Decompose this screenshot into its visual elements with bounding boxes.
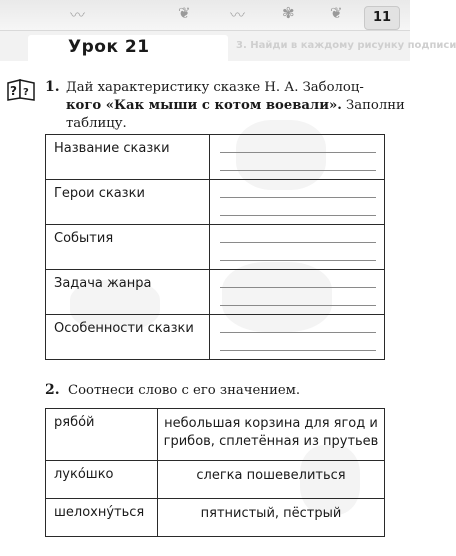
svg-text:?: ? (10, 84, 17, 98)
table-row (46, 270, 385, 315)
meaning-cell: небольшая корзина для ягод и грибов, сплетённая из прутьев (158, 409, 385, 461)
meaning-cell: пятнистый, пёстрый (158, 499, 385, 537)
answer-cell[interactable] (210, 225, 385, 270)
table-row (46, 135, 385, 180)
table-row (46, 409, 385, 461)
story-characteristics-table (45, 134, 385, 360)
page-number: 11 (364, 6, 400, 30)
row-label: Герои сказки (46, 180, 210, 225)
row-label: Особенности сказки (46, 315, 210, 360)
answer-cell[interactable] (210, 315, 385, 360)
bird-icon: 〰 (230, 6, 246, 24)
answer-cell[interactable] (210, 180, 385, 225)
bird-icon: 〰 (70, 6, 86, 24)
task1-story-title: кого «Как мыши с котом воевали». (66, 98, 342, 113)
task1-line2 (66, 97, 405, 115)
answer-cell[interactable] (210, 135, 385, 180)
row-label: Задача жанра (46, 270, 210, 315)
meaning-cell: слегка пошевелиться (158, 461, 385, 499)
leaf-icon: ❦ (178, 4, 191, 22)
word-cell: шелохну́ться (46, 499, 158, 537)
task1-line1: Дай характеристику сказке Н. А. Заболоц- (66, 80, 364, 95)
row-label: События (46, 225, 210, 270)
row-label: Название сказки (46, 135, 210, 180)
word-cell: рябо́й (46, 409, 158, 461)
word-cell: луко́шко (46, 461, 158, 499)
word-meaning-table (45, 408, 385, 537)
table-row (46, 499, 385, 537)
task1-line2-rest: Заполни (341, 98, 405, 113)
task2-text: Соотнеси слово с его значением. (68, 383, 301, 398)
svg-text:?: ? (23, 87, 29, 98)
table-row (46, 180, 385, 225)
lesson-title: Урок 21 (68, 37, 150, 57)
table-row (46, 461, 385, 499)
task1-number: 1. (45, 79, 60, 95)
table-row (46, 225, 385, 270)
task1-line3: таблицу. (66, 116, 127, 131)
task2-number: 2. (45, 382, 60, 398)
bleed-through-text: 3. Найди в каждому рисунку подписи (236, 40, 456, 51)
answer-cell[interactable] (210, 270, 385, 315)
table-row (46, 315, 385, 360)
question-book-icon (6, 77, 36, 101)
top-decorative-band (0, 0, 410, 31)
leaf-icon: ❦ (330, 4, 343, 22)
butterfly-icon: ✾ (282, 4, 295, 22)
